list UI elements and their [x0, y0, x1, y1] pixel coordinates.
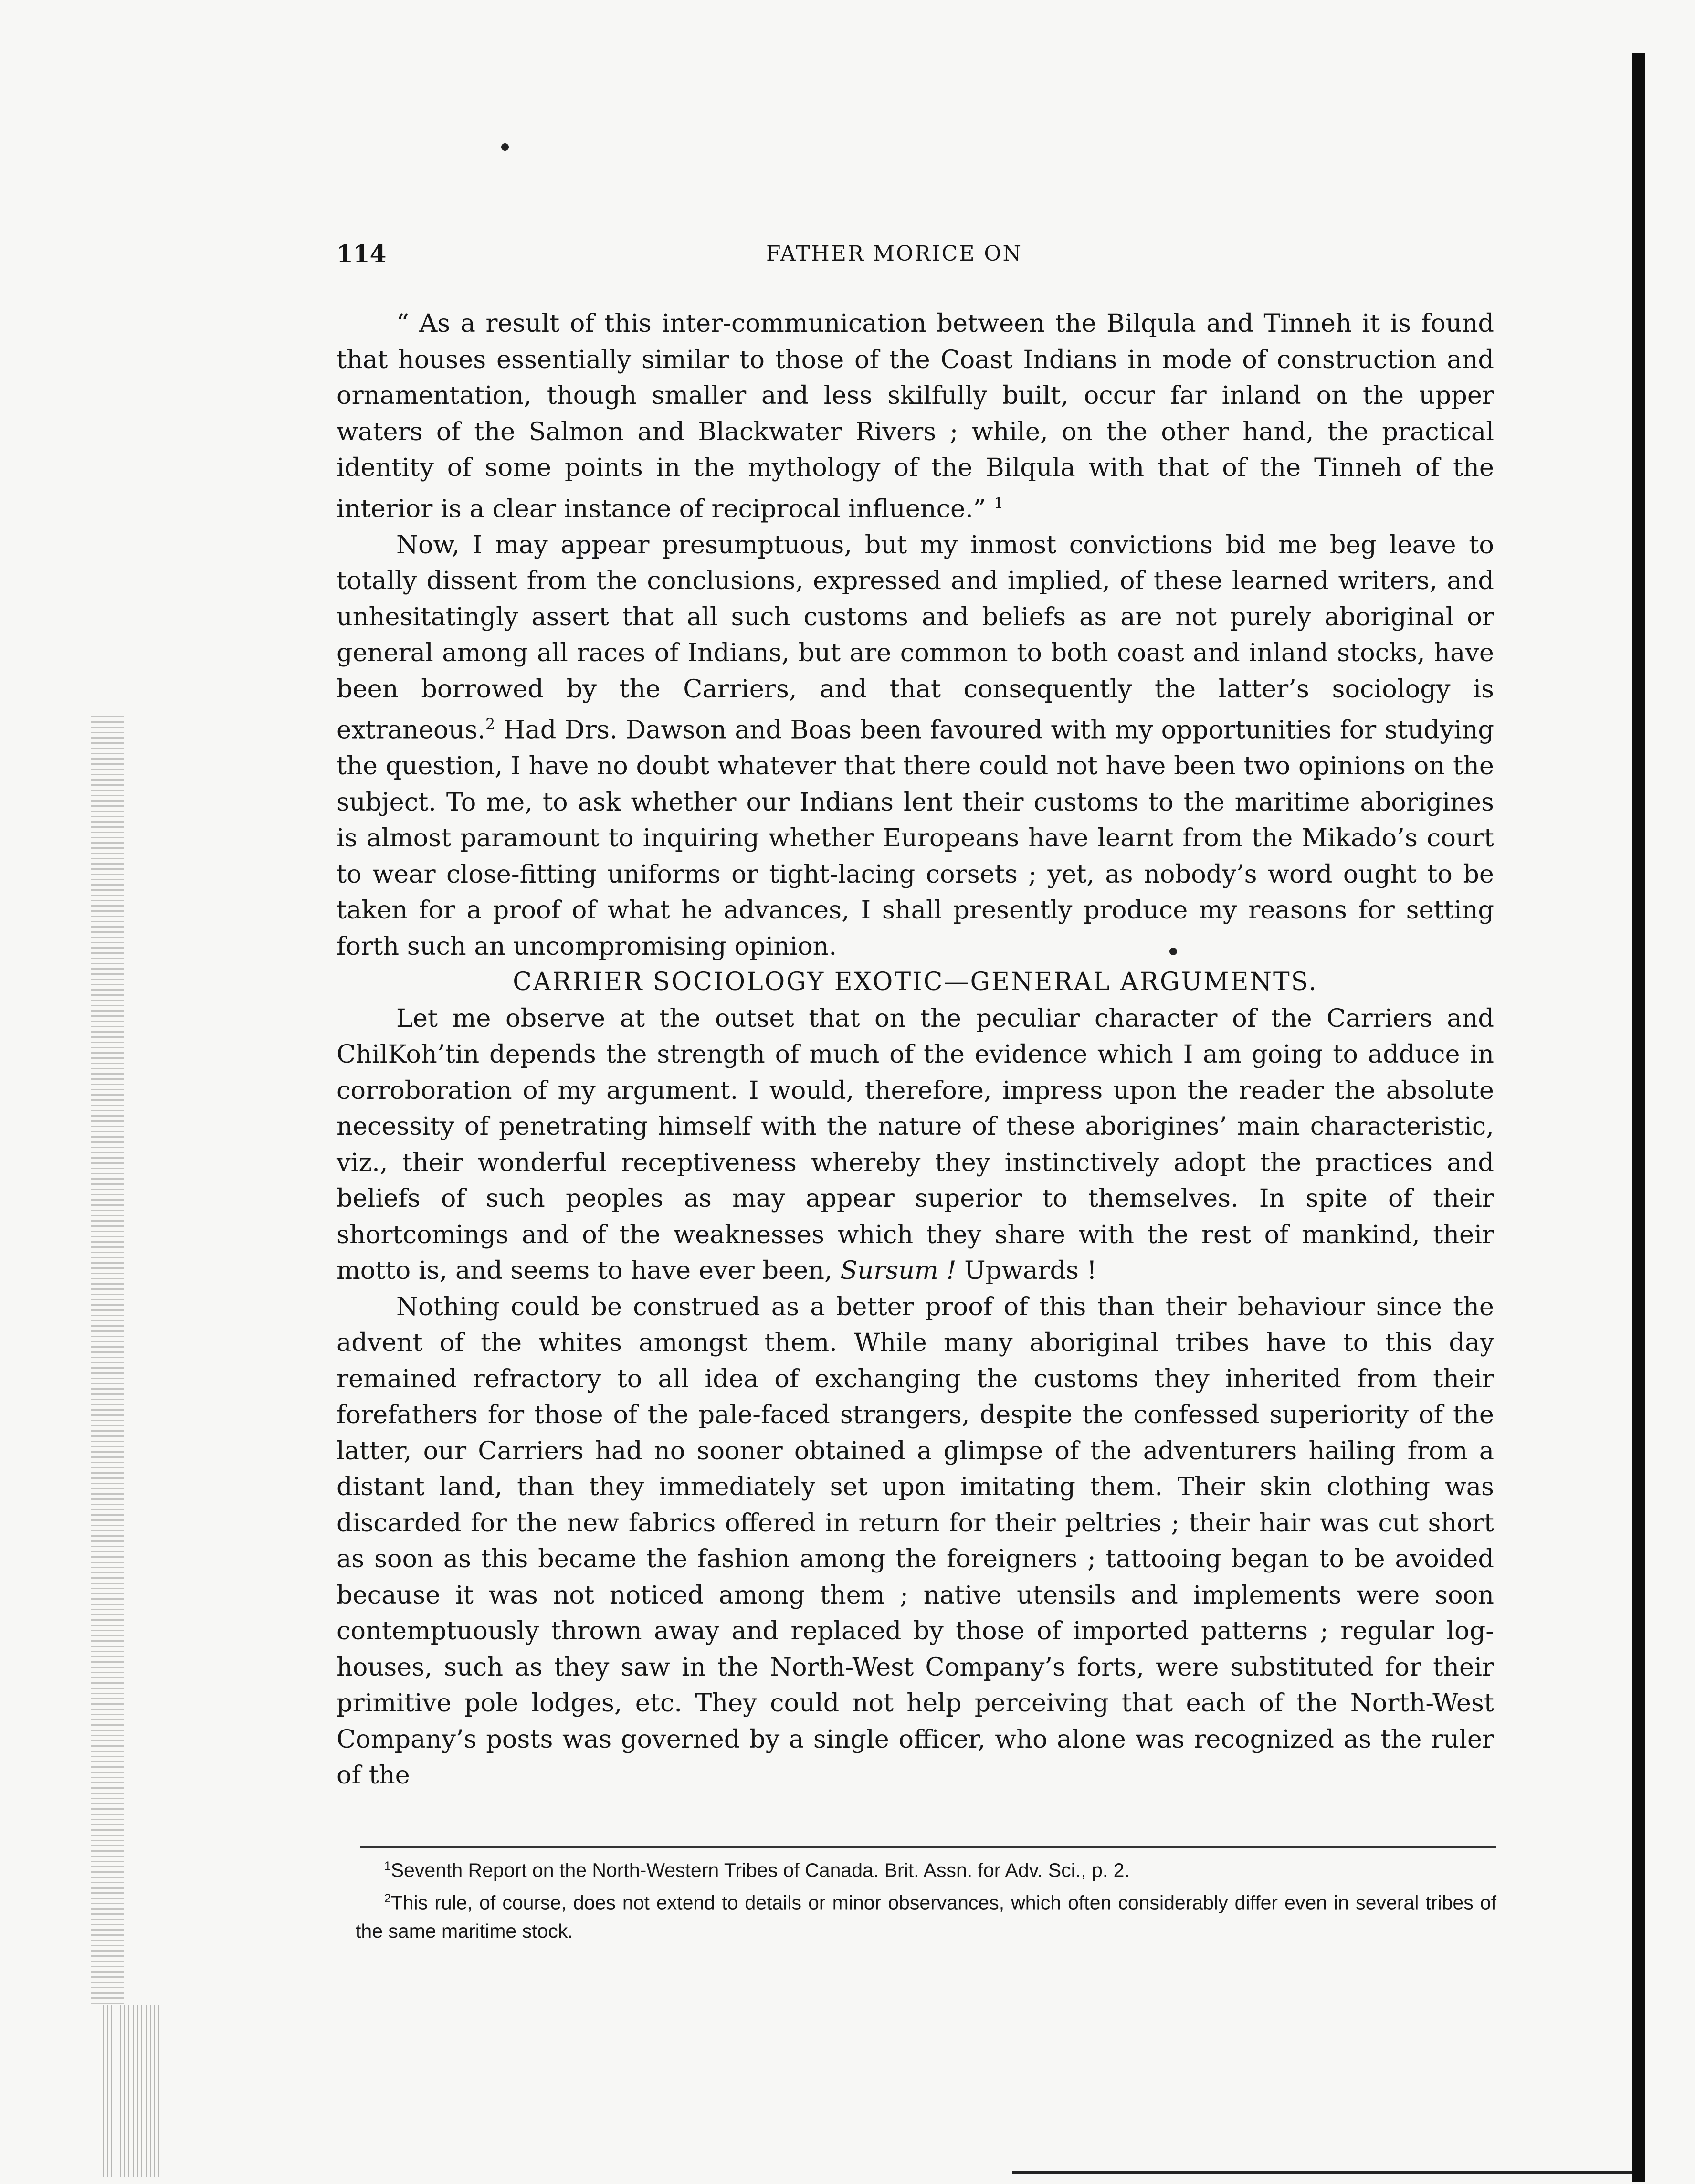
paragraph-dissent: Now, I may appear presumptuous, but my inmost convictions bid me beg leave to totally dissent from the conclusions, expressed and implied, of these learned writers, and unhesitatingly assert that all such customs and beliefs as are not purely aboriginal or general among all races of Indians, but are common to both coast and inland stocks, have been borrowed by the Carriers, and that consequently the latter’s sociology is extraneous.$^2$ Had Drs. Dawson and Boas been favoured with my opportunities for studying the question, I have no doubt whatever that there could not have been two opinions on the subject. To me, to ask whether our Indians lent their customs to the maritime aborigines is almost paramount to inquiring whether Europeans have learnt from the Mikado’s court to wear close-fitting uniforms or tight-lacing corsets ; yet, as nobody’s word ought to be taken for a proof of what he advances, I shall presently produce my reasons for setting forth such an uncompromising opinion.	[337, 530, 1494, 961]
footnote-2: $^2$This rule, of course, does not extend to details or minor observances, which often considerably differ even in several tribes of the same maritime stock.	[356, 1891, 1496, 1942]
footnote-divider	[360, 1846, 1496, 1848]
footnotes	[356, 1852, 1496, 1945]
body-text	[337, 306, 1494, 1794]
ink-speck	[501, 143, 509, 151]
section-heading: CARRIER SOCIOLOGY EXOTIC—GENERAL ARGUMENTS.	[513, 968, 1318, 996]
page-number: 114	[337, 240, 387, 268]
scan-bottom-rule	[1012, 2171, 1632, 2174]
scan-corner-noise	[103, 2005, 160, 2177]
footnote-ref: 1	[994, 495, 1004, 512]
footnote-ref: 2	[485, 716, 495, 733]
footnote-1: $^1$Seventh Report on the North-Western Tribes of Canada. Brit. Assn. for Adv. Sci., p. 2.	[384, 1859, 1130, 1881]
running-head	[337, 240, 1492, 273]
paragraph-receptiveness: Let me observe at the outset that on the peculiar character of the Carriers and ChilKoh’tin depends the strength of much of the evidence which I am going to adduce in corroboration of my argument. I would, therefore, impress upon the reader the absolute necessity of penetrating himself with the nature of these aborigines’ main characteristic, viz., their wonderful receptiveness whereby they instinctively adopt the practices and beliefs of such peoples as may appear superior to themselves. In spite of their shortcomings and of the weaknesses which they share with the rest of mankind, their motto is, and seems to have ever been, Sursum ! Upwards !	[337, 1003, 1494, 1285]
paragraph-quotation: “ As a result of this inter-communication between the Bilqula and Tinneh it is found that houses essentially similar to those of the Coast Indians in mode of construction and ornamentation, though smaller and less skilfully built, occur far inland on the upper waters of the Salmon and Blackwater Rivers ; while, on the other hand, the practical identity of some points in the mythology of the Bilqula with that of the Tinneh of the interior is a clear instance of reciprocal influence.” $^1$	[337, 309, 1494, 523]
scan-edge-noise	[91, 716, 124, 2005]
binding-shadow-bar	[1632, 53, 1645, 2182]
motto-italic: Sursum !	[840, 1256, 957, 1285]
running-title: FATHER MORICE ON	[766, 242, 1023, 266]
paragraph-behaviour: Nothing could be construed as a better proof of this than their behaviour since the advent of the whites amongst them. While many aboriginal tribes have to this day remained refractory to all idea of exchanging the customs they inherited from their forefathers for those of the pale-faced strangers, despite the confessed superiority of the latter, our Carriers had no sooner obtained a glimpse of the adventurers hailing from a distant land, than they immediately set upon imitating them. Their skin clothing was discarded for the new fabrics offered in return for their peltries ; their hair was cut short as soon as this became the fashion among the foreigners ; tattooing began to be avoided because it was not noticed among them ; native utensils and implements were soon contemptuously thrown away and replaced by those of imported patterns ; regular log-houses, such as they saw in the North-West Company’s forts, were substituted for their primitive pole lodges, etc. They could not help perceiving that each of the North-West Company’s posts was governed by a single officer, who alone was recognized as the ruler of the	[337, 1292, 1494, 1790]
